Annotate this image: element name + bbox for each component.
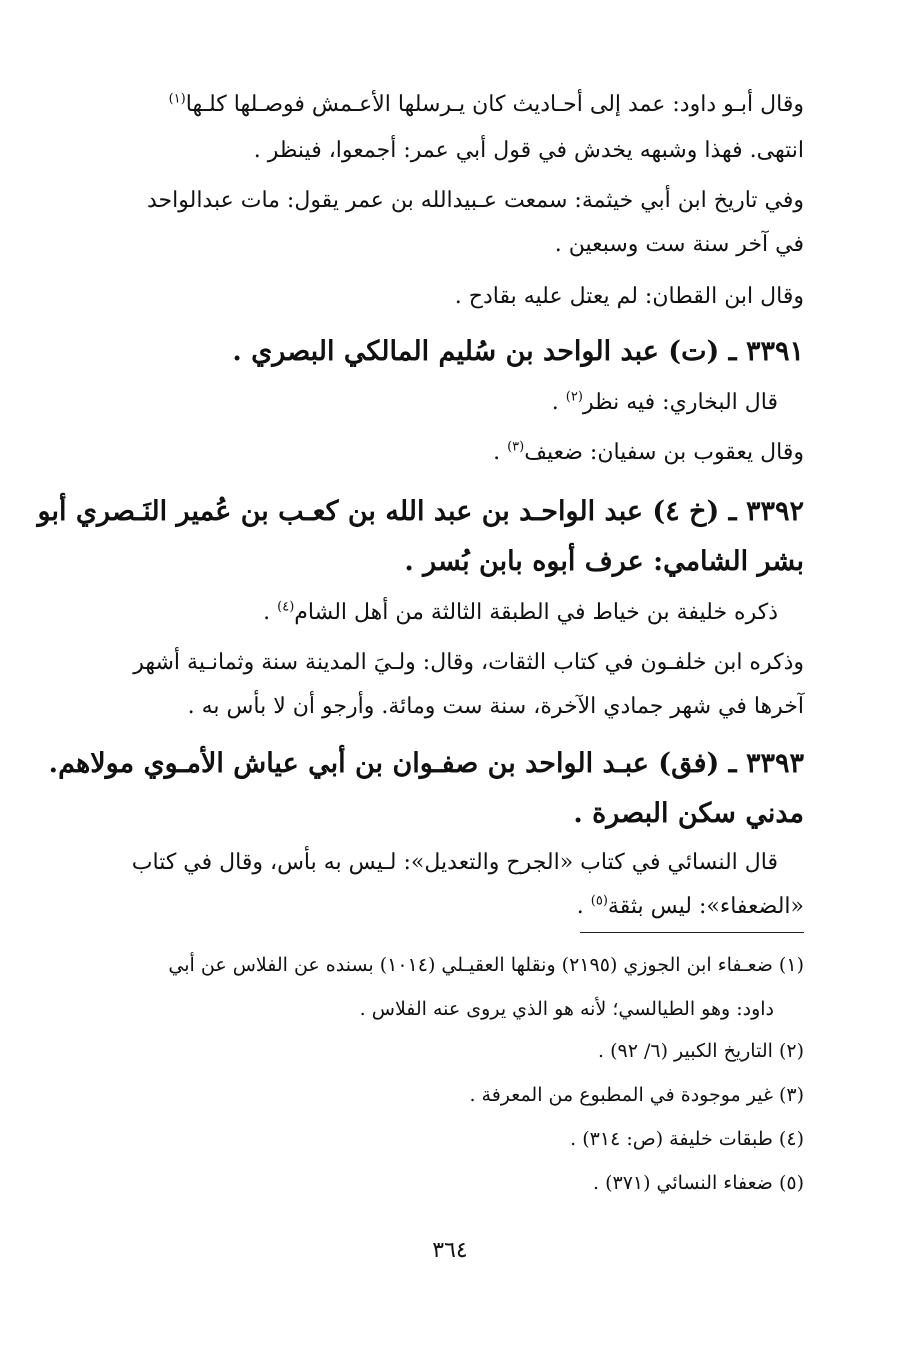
text-line [263, 598, 778, 628]
text-line [169, 90, 804, 120]
footnote-line: (١) ضعـفاء ابن الجوزي (٢١٩٥) ونقلها العقيـلي (١٠١٤) بسنده عن الفلاس عن أبي [168, 954, 804, 976]
entry-title: ٣٣٩٣ ـ (فق) عبـد الواحد بن صفـوان بن أبي عياش الأمـوي مولاهم. [48, 748, 804, 779]
page-number: ٣٦٤ [432, 1238, 468, 1263]
text-line: انتهى. فهذا وشبهه يخدش في قول أبي عمر: أجمعوا، فينظر . [253, 138, 804, 163]
footnote-ref: (٥) [590, 893, 608, 909]
text-line [493, 438, 804, 468]
text-segment: وقال أبـو داود: عمد إلى أحـاديث كان يـرسلها الأعـمش فوصـلها كلـها [185, 92, 804, 117]
text-line [577, 892, 804, 922]
text-segment: «الضعفاء»: ليس بثقة [607, 894, 804, 919]
text-segment: . [551, 390, 566, 415]
text-segment: . [493, 440, 508, 465]
text-segment: ذكره خليفة بن خياط في الطبقة الثالثة من أهل الشام [294, 600, 778, 625]
footnote-line: (٥) ضعفاء النسائي (٣٧١) . [592, 1172, 804, 1194]
entry-title: بشر الشامي: عرف أبوه بابن بُسر . [404, 546, 804, 577]
footnote-ref: (٣) [507, 439, 525, 455]
text-segment: قال البخاري: فيه نظر [582, 390, 778, 415]
footnote-ref: (٤) [277, 599, 295, 615]
footnote-line: (٣) غير موجودة في المطبوع من المعرفة . [469, 1084, 804, 1106]
text-line: وفي تاريخ ابن أبي خيثمة: سمعت عـبيدالله بن عمر يقول: مات عبدالواحد [146, 188, 804, 213]
text-line: قال النسائي في كتاب «الجرح والتعديل»: لـيس به بأس، وقال في كتاب [131, 850, 778, 875]
footnote-ref: (٢) [565, 389, 583, 405]
text-segment: . [263, 600, 278, 625]
entry-title: مدني سكن البصرة . [573, 798, 804, 829]
footnote-line: (٢) التاريخ الكبير (٦/ ٩٢) . [597, 1040, 804, 1062]
entry-title: ٣٣٩٢ ـ (خ ٤) عبد الواحـد بن عبد الله بن كعـب بن عُمير النَـصري أبو [37, 496, 804, 527]
footnote-line: داود: وهو الطيالسي؛ لأنه هو الذي يروى عنه الفلاس . [359, 998, 774, 1020]
footnote-separator [580, 932, 804, 933]
text-line: وقال ابن القطان: لم يعتل عليه بقادح . [454, 284, 804, 309]
text-segment: وقال يعقوب بن سفيان: ضعيف [524, 440, 804, 465]
text-segment: . [576, 894, 591, 919]
entry-title: ٣٣٩١ ـ (ت) عبد الواحد بن سُليم المالكي البصري . [232, 336, 804, 367]
text-line: آخرها في شهر جمادي الآخرة، سنة ست ومائة. وأرجو أن لا بأس به . [187, 694, 804, 719]
footnote-ref: (١) [168, 91, 186, 107]
text-line [552, 388, 778, 418]
text-line: في آخر سنة ست وسبعين . [554, 232, 804, 257]
text-line: وذكره ابن خلفـون في كتاب الثقات، وقال: ولـيَ المدينة سنة وثمانـية أشهر [133, 650, 804, 675]
footnote-line: (٤) طبقات خليفة (ص: ٣١٤) . [570, 1128, 804, 1150]
